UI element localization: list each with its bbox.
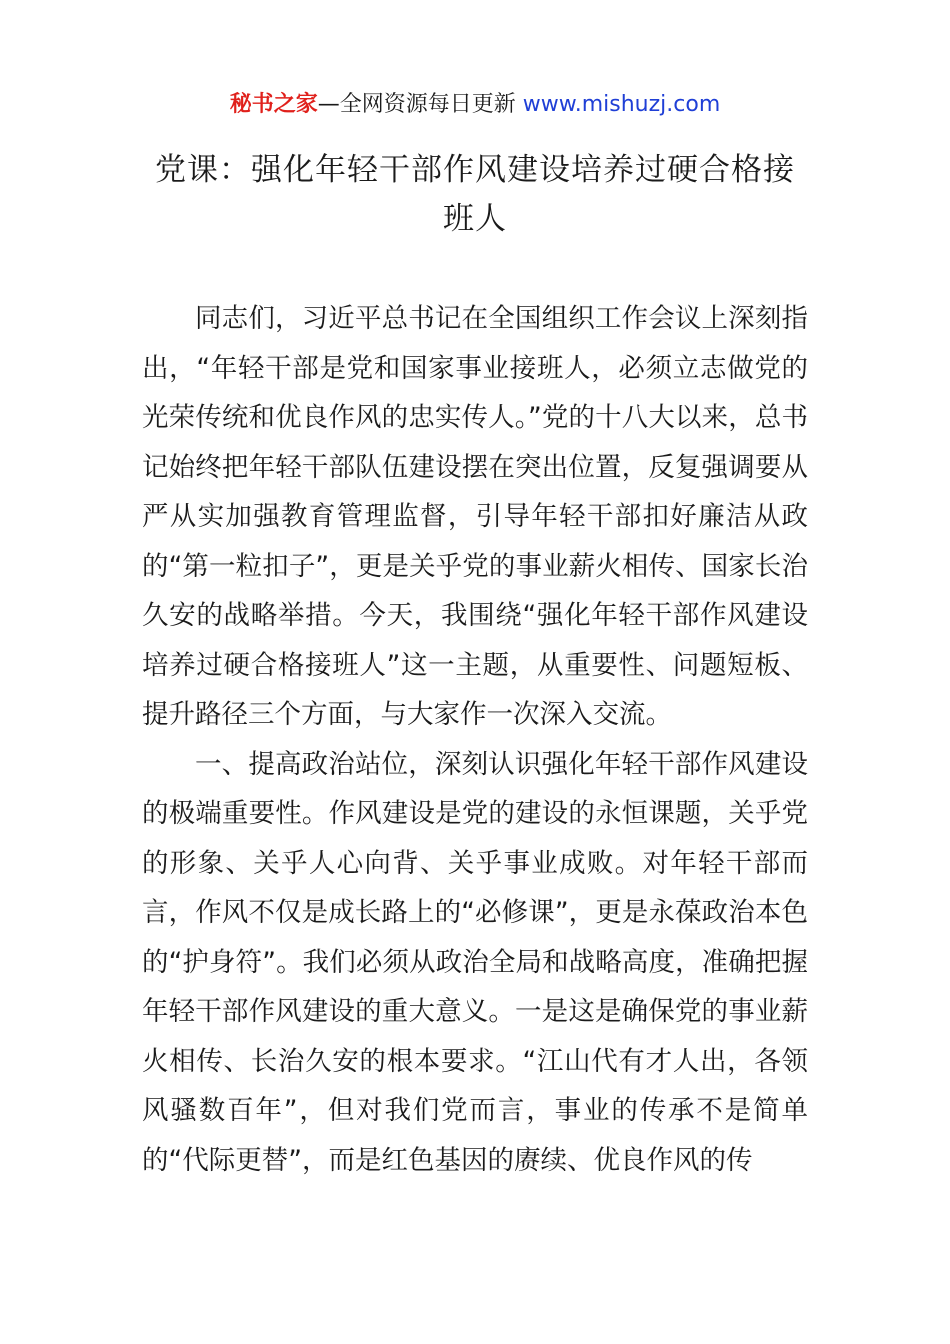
document-body [142,294,808,1185]
site-tagline: —全网资源每日更新 [317,92,523,117]
body-paragraph: 同志们，习近平总书记在全国组织工作会议上深刻指出，“年轻干部是党和国家事业接班人，必须立志做党的光荣传统和优良作风的忠实传人。”党的十八大以来，总书记始终把年轻干部队伍建设摆在突出位置，反复强调要从严从实加强教育管理监督，引导年轻干部扣好廉洁从政的“第一粒扣子”，更是关乎党的事业薪火相传、国家长治久安的战略举措。今天，我围绕“强化年轻干部作风建设培养过硬合格接班人”这一主题，从重要性、问题短板、提升路径三个方面，与大家作一次深入交流。 [142,303,808,730]
site-brand: 秘书之家 [229,92,318,117]
site-header [0,88,950,122]
body-paragraph: 一、提高政治站位，深刻认识强化年轻干部作风建设的极端重要性。作风建设是党的建设的永恒课题，关乎党的形象、关乎人心向背、关乎事业成败。对年轻干部而言，作风不仅是成长路上的“必修课”，更是永葆政治本色的“护身符”。我们必须从政治全局和战略高度，准确把握年轻干部作风建设的重大意义。一是这是确保党的事业薪火相传、长治久安的根本要求。“江山代有才人出，各领风骚数百年”，但对我们党而言，事业的传承不是简单的“代际更替”，而是红色基因的赓续、优良作风的传 [142,748,808,1176]
document-title: 党课：强化年轻干部作风建设培养过硬合格接班人 [155,152,795,237]
site-url-link[interactable]: www.mishuzj.com [522,92,721,117]
